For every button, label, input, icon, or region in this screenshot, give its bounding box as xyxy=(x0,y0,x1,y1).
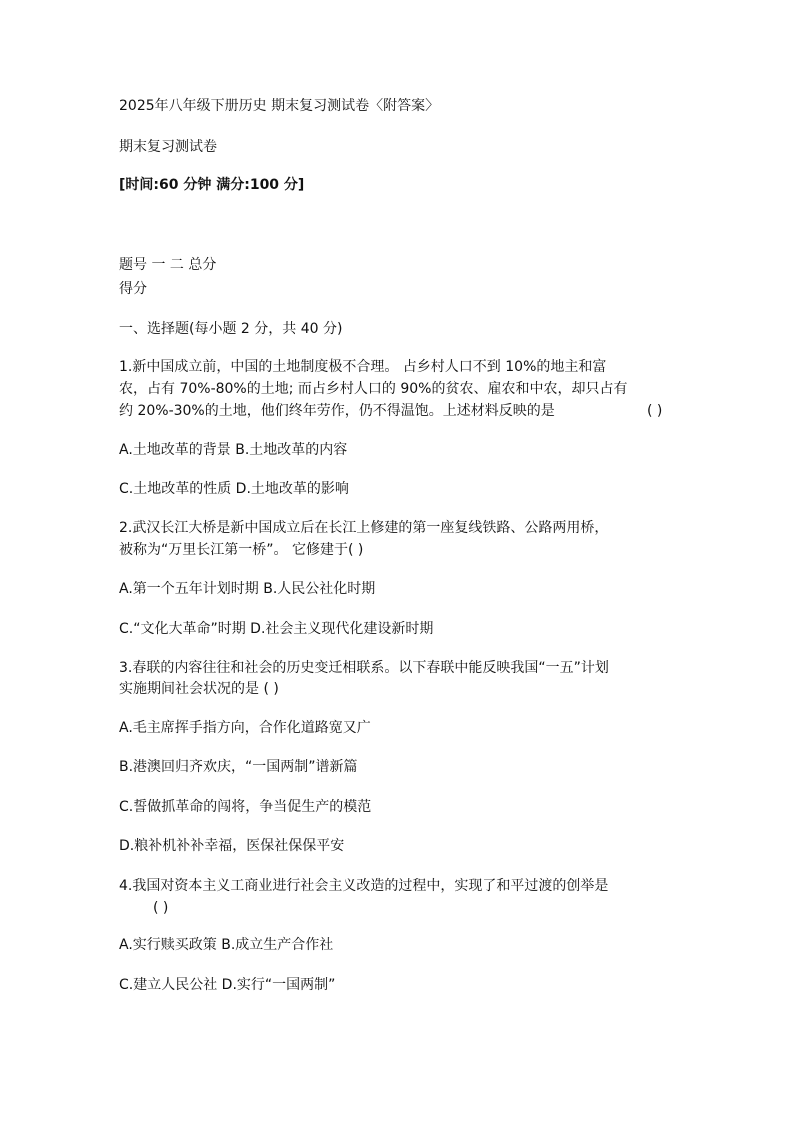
question-4-options-ab: A.实行赎买政策 B.成立生产合作社 xyxy=(119,937,334,953)
document-subtitle: 期末复习测试卷 xyxy=(119,139,217,155)
question-4-options-cd: C.建立人民公社 D.实行“一国两制” xyxy=(119,977,336,993)
question-1-answer-blank: ( ) xyxy=(647,403,663,419)
question-1-line-3: 约 20%-30%的土地，他们终年劳作，仍不得温饱。上述材料反映的是 xyxy=(119,403,555,419)
score-table-header: 题号 一 二 总分 xyxy=(119,257,217,273)
question-1-options-cd: C.土地改革的性质 D.土地改革的影响 xyxy=(119,481,349,497)
question-3-option-d: D.粮补机补补幸福，医保社保保平安 xyxy=(119,838,345,854)
question-4-answer-blank: ( ) xyxy=(153,900,169,916)
question-3-option-c: C.誓做抓革命的闯将，争当促生产的模范 xyxy=(119,799,372,815)
question-1-line-2: 农，占有 70%-80%的土地; 而占乡村人口的 90%的贫农、雇农和中农，却只占有 xyxy=(119,381,628,397)
question-1-line-1: 1.新中国成立前，中国的土地制度极不合理。 占乡村人口不到 10%的地主和富 xyxy=(119,359,607,375)
question-3-line-2: 实施期间社会状况的是 ( ) xyxy=(119,681,279,697)
question-2-line-2: 被称为“万里长江第一桥”。 它修建于( ) xyxy=(119,542,364,558)
question-3-line-1: 3.春联的内容往往和社会的历史变迁相联系。以下春联中能反映我国“一五”计划 xyxy=(119,660,609,676)
question-2-line-1: 2.武汉长江大桥是新中国成立后在长江上修建的第一座复线铁路、公路两用桥， xyxy=(119,520,609,536)
document-title: 2025年八年级下册历史 期末复习测试卷〈附答案〉 xyxy=(119,98,440,114)
question-2-options-ab: A.第一个五年计划时期 B.人民公社化时期 xyxy=(119,581,376,597)
exam-time-info: [时间:60 分钟 满分:100 分] xyxy=(119,177,305,193)
score-table-row-label: 得分 xyxy=(119,281,147,297)
question-3-option-a: A.毛主席挥手指方向，合作化道路宽又广 xyxy=(119,720,371,736)
question-4-line-1: 4.我国对资本主义工商业进行社会主义改造的过程中，实现了和平过渡的创举是 xyxy=(119,878,609,894)
question-2-options-cd: C.“文化大革命”时期 D.社会主义现代化建设新时期 xyxy=(119,621,434,637)
question-1-options-ab: A.土地改革的背景 B.土地改革的内容 xyxy=(119,442,348,458)
question-3-option-b: B.港澳回归齐欢庆，“一国两制”谱新篇 xyxy=(119,759,358,775)
section-heading: 一、选择题(每小题 2 分，共 40 分) xyxy=(119,321,343,337)
